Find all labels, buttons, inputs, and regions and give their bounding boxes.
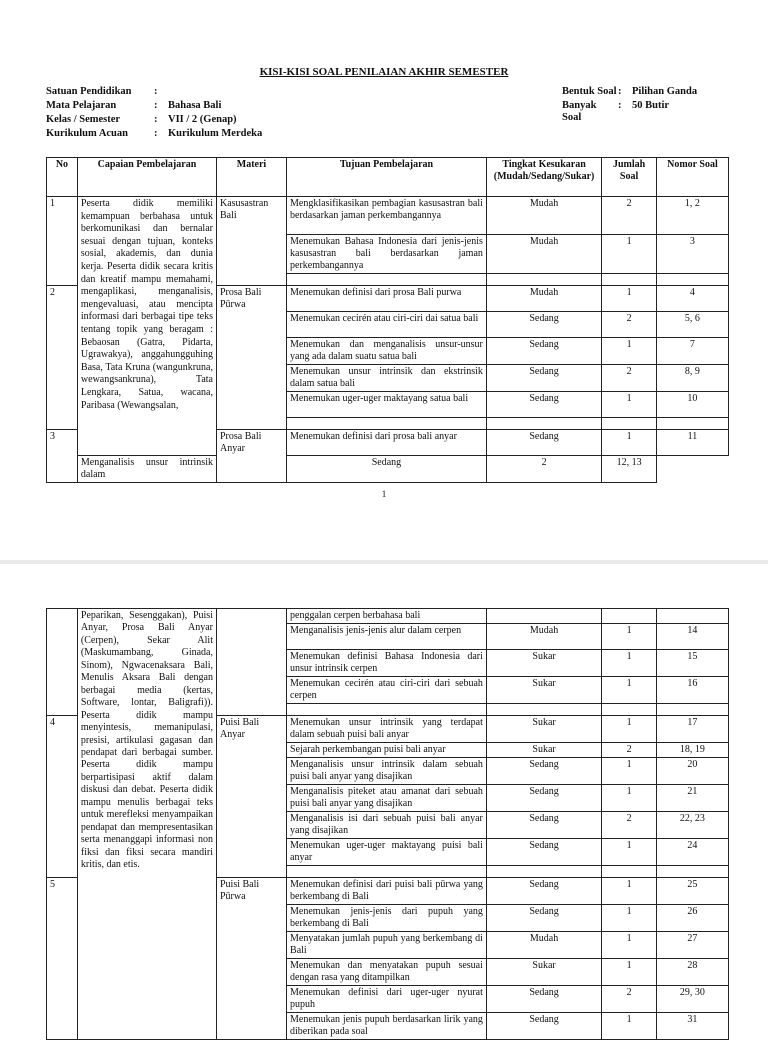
- nomor-cell: 8, 9: [656, 365, 728, 392]
- nomor-cell: 18, 19: [656, 743, 728, 758]
- jumlah-cell: 2: [486, 456, 601, 483]
- nomor-cell: 4: [656, 286, 728, 312]
- tingkat-cell: Sedang: [486, 812, 601, 839]
- header-materi: Materi: [216, 158, 286, 197]
- nomor-cell: 31: [656, 1013, 728, 1040]
- tingkat-cell: Sedang: [486, 365, 601, 392]
- jumlah-cell: [602, 609, 657, 624]
- tingkat-cell: Sukar: [486, 650, 601, 677]
- jumlah-cell: 1: [602, 430, 657, 456]
- meta-mapel: Mata Pelajaran : Bahasa Bali: [46, 100, 222, 111]
- nomor-cell: 29, 30: [656, 986, 728, 1013]
- tujuan-cell: Menemukan definisi Bahasa Indonesia dari unsur intrinsik cerpen: [287, 650, 487, 677]
- page-number: 1: [381, 489, 387, 499]
- tujuan-cell: Menemukan definisi dari prosa Bali purwa: [287, 286, 487, 312]
- jumlah-cell: 1: [602, 758, 657, 785]
- nomor-cell: 28: [656, 959, 728, 986]
- tujuan-cell: penggalan cerpen berbahasa bali: [287, 609, 487, 624]
- tingkat-cell: Mudah: [486, 197, 601, 235]
- header-row: [47, 158, 729, 197]
- nomor-cell: 3: [656, 235, 728, 274]
- jumlah-cell: 1: [602, 286, 657, 312]
- jumlah-cell: 1: [602, 338, 657, 365]
- meta-bentuk-soal: Bentuk Soal : Pilihan Ganda: [562, 86, 698, 97]
- nomor-cell: 21: [656, 785, 728, 812]
- tingkat-cell: Mudah: [486, 235, 601, 274]
- tujuan-cell: Mengklasifikasikan pembagian kasusastran bali berdasarkan jaman perkembangannya: [287, 197, 487, 235]
- jumlah-cell: 1: [602, 624, 657, 650]
- jumlah-cell: 1: [602, 905, 657, 932]
- jumlah-cell: 2: [602, 365, 657, 392]
- tingkat-cell: Sukar: [486, 677, 601, 704]
- row-number: 3: [47, 430, 78, 483]
- tingkat-cell: Sedang: [486, 986, 601, 1013]
- meta-right: [562, 86, 698, 123]
- table-row: [47, 197, 729, 235]
- nomor-cell: 14: [656, 624, 728, 650]
- tujuan-cell: Menganalisis unsur intrinsik dalam: [77, 456, 216, 483]
- tingkat-cell: Sedang: [486, 1013, 601, 1040]
- tujuan-cell: Menemukan Bahasa Indonesia dari jenis-jenis kasusastran bali berdasarkan jaman perkembangannya: [287, 235, 487, 274]
- jumlah-cell: 1: [602, 392, 657, 418]
- nomor-cell: 24: [656, 839, 728, 866]
- jumlah-cell: 2: [602, 312, 657, 338]
- tujuan-cell: Menemukan dan menyatakan pupuh sesuai dengan rasa yang ditampilkan: [287, 959, 487, 986]
- tujuan-cell: Menemukan uger-uger maktayang puisi bali anyar: [287, 839, 487, 866]
- materi-cell: Puisi Bali Anyar: [216, 716, 286, 878]
- jumlah-cell: 1: [602, 785, 657, 812]
- page-2: [0, 564, 768, 1037]
- tujuan-cell: Menganalisis jenis-jenis alur dalam cerpen: [287, 624, 487, 650]
- jumlah-cell: 1: [602, 932, 657, 959]
- tujuan-cell: Menemukan cecirén atau ciri-ciri dari sebuah cerpen: [287, 677, 487, 704]
- jumlah-cell: 2: [602, 812, 657, 839]
- meta-kurikulum: Kurikulum Acuan : Kurikulum Merdeka: [46, 128, 263, 139]
- jumlah-cell: 1: [602, 235, 657, 274]
- row-number: 1: [47, 197, 78, 286]
- nomor-cell: 20: [656, 758, 728, 785]
- tingkat-cell: Sedang: [287, 456, 487, 483]
- tingkat-cell: Sukar: [486, 716, 601, 743]
- tingkat-cell: [486, 609, 601, 624]
- capaian-cell: Peparikan, Sesenggakan), Puisi Anyar, Prosa Bali Anyar (Cerpen), Sekar Alit (Maskumambang, Ginada, Sinom), Ngwacenaksara Bali, Menulis Aksara Bali dengan berbagai media (kertas, Software, lontar, Baligrafi)). Peserta didik mampu menyintesis, memanipulasi, presisi, artikulasi gagasan dan pendapat dari berbagai sumber. Peserta didik mampu berpartisipasi aktif dalam diskusi dan debat. Peserta didik mampu menulis berbagai teks untuk merefleksi menyampaikan pendapat dan mempresentasikan serta menanggapi informasi non fiksi dan fiksi secara mandiri kritis, dan etis.: [77, 609, 216, 1040]
- table-row: [47, 456, 729, 483]
- header-tingkat: Tingkat Kesukaran (Mudah/Sedang/Sukar): [486, 158, 601, 197]
- tujuan-cell: Menemukan jenis pupuh berdasarkan lirik yang diberikan pada soal: [287, 1013, 487, 1040]
- materi-cell: Kasusastran Bali: [216, 197, 286, 286]
- jumlah-cell: 2: [602, 743, 657, 758]
- tingkat-cell: Sedang: [486, 758, 601, 785]
- nomor-cell: 1, 2: [656, 197, 728, 235]
- tujuan-cell: Menganalisis piteket atau amanat dari sebuah puisi bali anyar yang disajikan: [287, 785, 487, 812]
- jumlah-cell: 1: [602, 878, 657, 905]
- meta-banyak-soal: Banyak Soal : 50 Butir: [562, 100, 670, 123]
- tingkat-cell: Sedang: [486, 430, 601, 456]
- header-tujuan: Tujuan Pembelajaran: [287, 158, 487, 197]
- tujuan-cell: Menganalisis unsur intrinsik dalam sebuah puisi bali anyar yang disajikan: [287, 758, 487, 785]
- tujuan-cell: Menemukan definisi dari uger-uger nyurat pupuh: [287, 986, 487, 1013]
- tingkat-cell: Mudah: [486, 624, 601, 650]
- tujuan-cell: Menemukan definisi dari prosa bali anyar: [287, 430, 487, 456]
- tujuan-cell: Menyatakan jumlah pupuh yang berkembang di Bali: [287, 932, 487, 959]
- tujuan-cell: Menemukan jenis-jenis dari pupuh yang berkembang di Bali: [287, 905, 487, 932]
- tujuan-cell: Menemukan definisi dari puisi bali pūrwa yang berkembang di Bali: [287, 878, 487, 905]
- materi-cell: Puisi Bali Pūrwa: [216, 878, 286, 1040]
- document-title: KISI-KISI SOAL PENILAIAN AKHIR SEMESTER: [259, 66, 509, 78]
- tingkat-cell: Sedang: [486, 392, 601, 418]
- nomor-cell: 17: [656, 716, 728, 743]
- tujuan-cell: Menemukan uger-uger maktayang satua bali: [287, 392, 487, 418]
- nomor-cell: 26: [656, 905, 728, 932]
- tingkat-cell: Sedang: [486, 839, 601, 866]
- header-nomor: Nomor Soal: [656, 158, 728, 197]
- nomor-cell: 10: [656, 392, 728, 418]
- row-number: 5: [47, 878, 78, 1040]
- tingkat-cell: Sukar: [486, 959, 601, 986]
- meta-left: [46, 86, 262, 142]
- row-number: 2: [47, 286, 78, 430]
- nomor-cell: 15: [656, 650, 728, 677]
- jumlah-cell: 1: [602, 677, 657, 704]
- materi-cell: Prosa Bali Pūrwa: [216, 286, 286, 430]
- grid-table-page-1: [46, 157, 729, 483]
- jumlah-cell: 1: [602, 716, 657, 743]
- tujuan-cell: Menganalisis isi dari sebuah puisi bali anyar yang disajikan: [287, 812, 487, 839]
- tingkat-cell: Sedang: [486, 878, 601, 905]
- nomor-cell: 5, 6: [656, 312, 728, 338]
- tingkat-cell: Mudah: [486, 932, 601, 959]
- tujuan-cell: Menemukan dan menganalisis unsur-unsur yang ada dalam suatu satua bali: [287, 338, 487, 365]
- row-number: 4: [47, 716, 78, 878]
- tingkat-cell: Sedang: [486, 338, 601, 365]
- jumlah-cell: 2: [602, 197, 657, 235]
- nomor-cell: 12, 13: [602, 456, 657, 483]
- nomor-cell: 16: [656, 677, 728, 704]
- tingkat-cell: Sedang: [486, 785, 601, 812]
- jumlah-cell: 1: [602, 839, 657, 866]
- meta-satuan: Satuan Pendidikan :: [46, 86, 158, 97]
- header-jumlah: Jumlah Soal: [602, 158, 657, 197]
- nomor-cell: 11: [656, 430, 728, 456]
- tujuan-cell: Menemukan unsur intrinsik yang terdapat dalam sebuah puisi bali anyar: [287, 716, 487, 743]
- tujuan-cell: Menemukan unsur intrinsik dan ekstrinsik dalam satua bali: [287, 365, 487, 392]
- jumlah-cell: 1: [602, 1013, 657, 1040]
- tingkat-cell: Sedang: [486, 312, 601, 338]
- jumlah-cell: 1: [602, 959, 657, 986]
- nomor-cell: 25: [656, 878, 728, 905]
- nomor-cell: 22, 23: [656, 812, 728, 839]
- meta-kelas: Kelas / Semester : VII / 2 (Genap): [46, 114, 237, 125]
- tingkat-cell: Mudah: [486, 286, 601, 312]
- jumlah-cell: 1: [602, 650, 657, 677]
- nomor-cell: 27: [656, 932, 728, 959]
- tingkat-cell: Sukar: [486, 743, 601, 758]
- header-capaian: Capaian Pembelajaran: [77, 158, 216, 197]
- nomor-cell: 7: [656, 338, 728, 365]
- materi-cell: [216, 609, 286, 716]
- tujuan-cell: Sejarah perkembangan puisi bali anyar: [287, 743, 487, 758]
- capaian-cell: Peserta didik memiliki kemampuan berbahasa untuk berkomunikasi dan bernalar sesuai dengan tujuan, konteks sosial, akademis, dan dunia kerja. Peserta didik secara kritis dan kreatif mampu memahami, mengaplikasi, menganalisis, mengevaluasi, atau mencipta informasi dari berbagai tipe teks tentang topik yang beragam : Bebaosan (Gatra, Pidarta, Ugrawakya), anggahungguhing Basa, Tata Kruna (wangunkruna, wewangsankruna), Tata Lengkara, Satua, wacana, Paribasa (Wewangsalan,: [77, 197, 216, 456]
- grid-table-page-2: [46, 608, 729, 1040]
- tingkat-cell: Sedang: [486, 905, 601, 932]
- table-row: [47, 609, 729, 624]
- tujuan-cell: Menemukan cecirén atau ciri-ciri dai satua bali: [287, 312, 487, 338]
- header-no: No: [47, 158, 78, 197]
- row-number: [47, 609, 78, 716]
- jumlah-cell: 2: [602, 986, 657, 1013]
- nomor-cell: [656, 609, 728, 624]
- materi-cell: Prosa Bali Anyar: [216, 430, 286, 483]
